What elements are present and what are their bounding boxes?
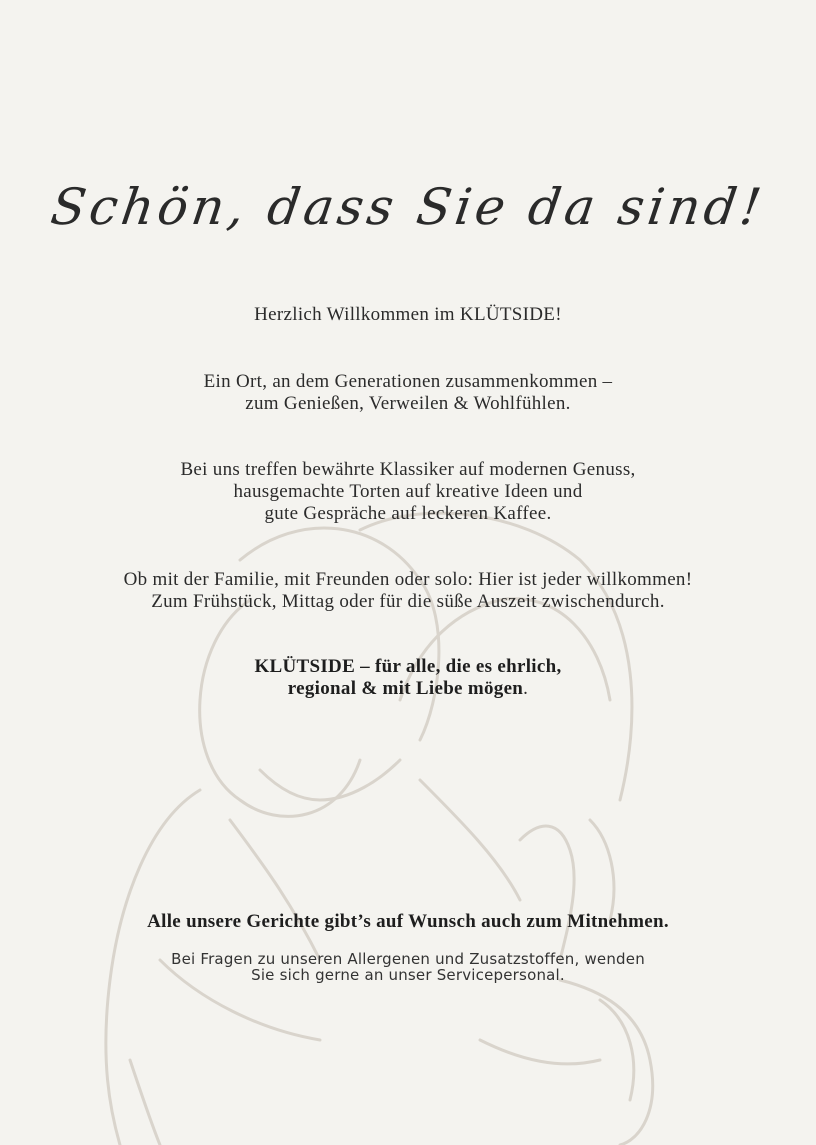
welcome-text: Herzlich Willkommen im KLÜTSIDE! — [254, 304, 562, 325]
slogan-line-2: regional & mit Liebe mögen — [287, 678, 524, 699]
allergen-line-1: Bei Fragen zu unseren Allergenen und Zusatzstoffen, wenden — [171, 950, 645, 968]
offer-line-3: gute Gespräche auf leckeren Kaffee. — [264, 503, 552, 524]
headline: Schön, dass Sie da sind! — [47, 178, 769, 236]
slogan-period: . — [523, 678, 529, 699]
audience-line-2: Zum Frühstück, Mittag oder für die süße Auszeit zwischendurch. — [151, 591, 665, 612]
audience-line-1: Ob mit der Familie, mit Freunden oder solo: Hier ist jeder willkommen! — [123, 569, 693, 590]
offer-line-1: Bei uns treffen bewährte Klassiker auf modernen Genuss, — [180, 459, 636, 480]
offer-paragraph — [0, 459, 816, 525]
allergen-note — [0, 951, 816, 983]
slogan-line-2-wrap — [0, 678, 816, 700]
place-line-1: Ein Ort, an dem Generationen zusammenkommen – — [203, 371, 613, 392]
place-line-2: zum Genießen, Verweilen & Wohlfühlen. — [245, 393, 571, 414]
audience-paragraph — [0, 569, 816, 613]
allergen-line-2: Sie sich gerne an unser Servicepersonal. — [251, 966, 565, 984]
slogan-line-1: KLÜTSIDE – für alle, die es ehrlich, — [254, 656, 562, 677]
place-paragraph — [0, 371, 816, 415]
takeaway-note: Alle unsere Gerichte gibt’s auf Wunsch auch zum Mitnehmen. — [147, 911, 669, 932]
offer-line-2: hausgemachte Torten auf kreative Ideen und — [233, 481, 583, 502]
slogan-paragraph — [0, 656, 816, 700]
